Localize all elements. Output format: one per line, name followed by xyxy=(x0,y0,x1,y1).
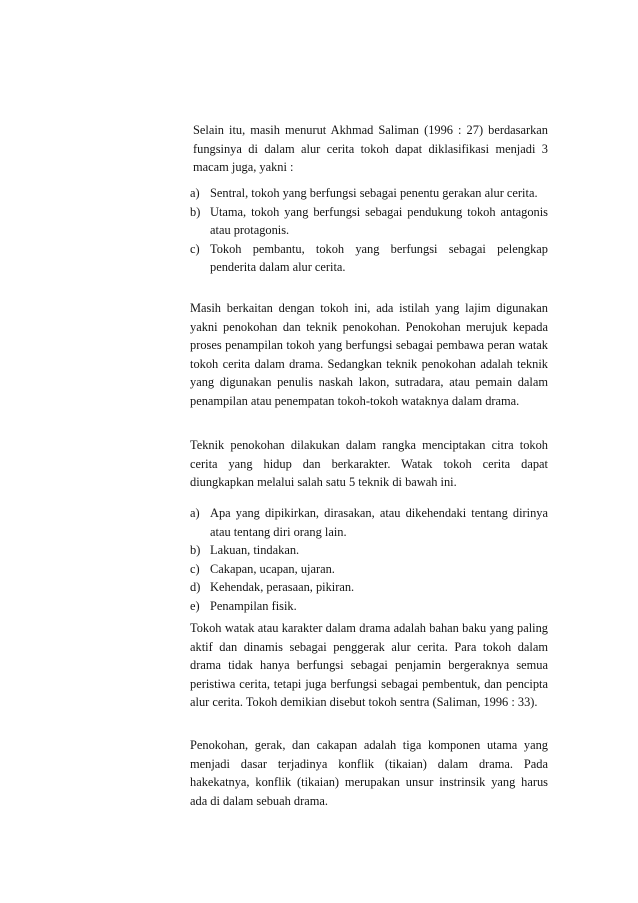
list-marker: a) xyxy=(190,186,200,200)
list-item xyxy=(190,240,548,277)
list-item-text: Tokoh pembantu, tokoh yang berfungsi sebagai pelengkap penderita dalam alur cerita. xyxy=(210,241,548,275)
list-marker: b) xyxy=(190,204,201,219)
list-item-text: Apa yang dipikirkan, dirasakan, atau dikehendaki tentang dirinya atau tentang diri orang lain. xyxy=(210,506,548,539)
list-item xyxy=(190,578,548,597)
list-item xyxy=(190,560,548,579)
list-item-text: Utama, tokoh yang berfungsi sebagai pendukung tokoh antagonis atau protagonis. xyxy=(210,204,548,238)
list-marker: c) xyxy=(190,561,200,576)
list-item xyxy=(190,504,548,541)
list-marker: a) xyxy=(190,506,200,520)
penokohan-paragraph: Masih berkaitan dengan tokoh ini, ada istilah yang lajim digunakan yakni penokohan dan teknik penokohan. Penokohan merujuk kepada proses penampilan tokoh yang berfungsi sebagai pembawa peran watak tokoh cerita dalam drama. Sedangkan teknik penokohan adalah teknik yang digunakan penulis naskah lakon, sutradara, atau pemain dalam penampilan atau penempatan tokoh-tokoh wataknya dalam drama. xyxy=(190,301,548,408)
list-marker: d) xyxy=(190,580,201,595)
list-item xyxy=(190,184,548,203)
list-item-text: Penampilan fisik. xyxy=(210,598,297,613)
list-item xyxy=(190,597,548,616)
teknik-paragraph: Teknik penokohan dilakukan dalam rangka menciptakan citra tokoh cerita yang hidup dan berkarakter. Watak tokoh cerita dapat diungkapkan melalui salah satu 5 teknik di bawah ini. xyxy=(190,438,548,490)
list-item-text: Lakuan, tindakan. xyxy=(210,543,300,558)
teknik-list xyxy=(190,504,548,616)
list-item xyxy=(190,203,548,240)
list-marker: e) xyxy=(190,598,200,613)
intro-paragraph: Selain itu, masih menurut Akhmad Saliman (1996 : 27) berdasarkan fungsinya di dalam alur cerita tokoh dapat diklasifikasi menjadi 3 macam juga, yakni : xyxy=(193,123,548,175)
tokoh-function-list xyxy=(190,184,548,277)
list-item-text: Cakapan, ucapan, ujaran. xyxy=(210,561,335,576)
list-marker: c) xyxy=(190,241,200,256)
list-marker: b) xyxy=(190,543,201,558)
tokoh-watak-paragraph: Tokoh watak atau karakter dalam drama adalah bahan baku yang paling aktif dan dinamis sebagai penggerak alur cerita. Para tokoh dalam drama tidak hanya berfungsi sebagai penjamin bergeraknya semua peristiwa cerita, tetapi juga berfungsi sebagai pembentuk, dan pencipta alur cerita. Tokoh demikian disebut tokoh sentra (Saliman, 1996 : 33). xyxy=(190,621,548,710)
konflik-paragraph: Penokohan, gerak, dan cakapan adalah tiga komponen utama yang menjadi dasar terjadinya konflik (tikaian) dalam drama. Pada hakekatnya, konflik (tikaian) merupakan unsur instrinsik yang harus ada di dalam sebuah drama. xyxy=(190,738,548,808)
list-item-text: Sentral, tokoh yang berfungsi sebagai penentu gerakan alur cerita. xyxy=(210,186,538,200)
list-item xyxy=(190,541,548,560)
list-item-text: Kehendak, perasaan, pikiran. xyxy=(210,580,355,595)
